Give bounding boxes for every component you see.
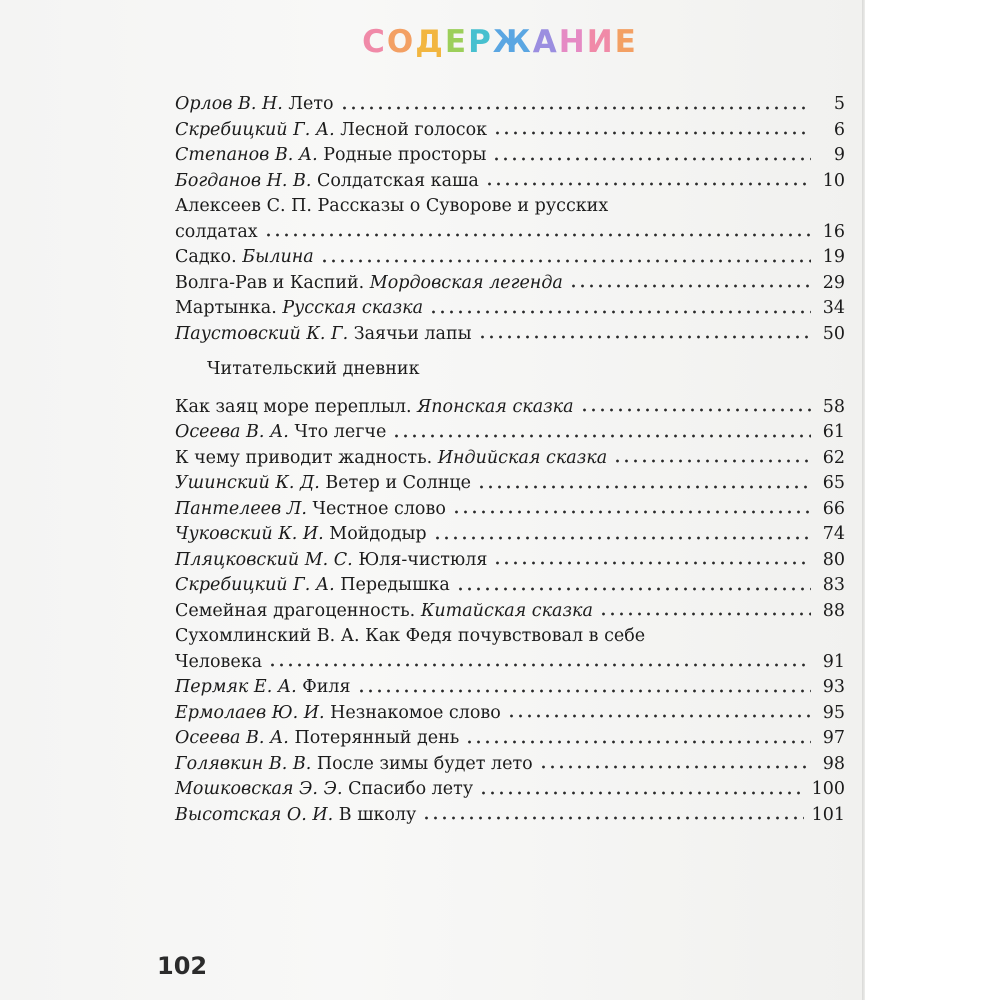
toc-page-number: 74: [822, 524, 845, 544]
dot-leader: [264, 232, 811, 238]
toc-author: Ермолаев Ю. И.: [175, 702, 325, 723]
toc-entry-text: [175, 271, 563, 297]
toc-genre: Былина: [242, 247, 314, 267]
toc-genre: Индийская сказка: [437, 447, 608, 468]
toc-entry[interactable]: [175, 777, 845, 803]
toc-entry-text: [175, 522, 427, 548]
toc-page-number: 66: [822, 498, 845, 519]
toc-entry-text: [175, 726, 459, 752]
toc-entry[interactable]: [175, 296, 845, 322]
toc-entry[interactable]: [175, 522, 845, 548]
toc-entry[interactable]: [175, 446, 845, 472]
toc-title: Передышка: [340, 575, 450, 595]
dot-leader: [456, 586, 811, 592]
toc-title: Спасибо лету: [348, 779, 474, 799]
toc-entry-text: [175, 471, 471, 497]
page-edge: [862, 0, 865, 1000]
title-letter: Ж: [492, 24, 533, 60]
dot-leader: [580, 407, 811, 413]
toc-entry-text: [175, 548, 487, 574]
toc-title: Ветер и Солнце: [325, 473, 471, 493]
toc-entry-text: [175, 322, 472, 348]
toc-page-number: 97: [822, 728, 845, 748]
toc-page-number: 95: [822, 702, 845, 723]
toc-entry-text: [175, 420, 386, 446]
toc-entry[interactable]: [175, 322, 845, 348]
dot-leader: [452, 509, 811, 515]
dot-leader: [392, 433, 811, 439]
toc-author: Орлов В. Н.: [175, 94, 283, 114]
toc-entry[interactable]: [175, 245, 845, 271]
toc-title: Филя: [302, 677, 351, 697]
toc-page-number: 9: [833, 145, 845, 165]
toc-title: Садко.: [175, 247, 237, 267]
dot-leader: [465, 739, 811, 745]
toc-author: Скребицкий Г. А.: [175, 119, 335, 140]
toc-entry-line: [175, 624, 845, 650]
toc-entry-text: [175, 169, 479, 195]
title-letter: Е: [444, 24, 469, 60]
toc-page-number: 19: [822, 247, 845, 267]
toc-genre: Русская сказка: [282, 298, 424, 318]
toc-page-number: 80: [822, 549, 845, 570]
toc-page-number: 62: [822, 447, 845, 468]
toc-title-continued: солдатах: [175, 221, 258, 242]
toc-title: Как Федя почувствовал в себе: [365, 626, 646, 646]
dot-leader: [268, 662, 811, 668]
toc-title: Рассказы о Суворове и русских: [317, 196, 609, 216]
toc-author: Мошковская Э. Э.: [175, 779, 343, 799]
toc-page-number: 65: [822, 473, 845, 493]
toc-author: Голявкин В. В.: [175, 753, 312, 774]
toc-entry[interactable]: [175, 624, 845, 675]
toc-author: Ушинский К. Д.: [175, 473, 320, 493]
toc-entry[interactable]: [175, 194, 845, 245]
toc-entry[interactable]: [175, 752, 845, 778]
page-title: [0, 24, 1000, 60]
toc-entry[interactable]: [175, 169, 845, 195]
toc-author: Сухомлинский В. А.: [175, 626, 360, 646]
toc-title: Честное слово: [312, 498, 446, 519]
dot-leader: [479, 790, 803, 796]
toc-entry-text: [175, 803, 416, 829]
dot-leader: [433, 535, 811, 541]
toc-author: Паустовский К. Г.: [175, 323, 349, 344]
title-letter: С: [362, 24, 387, 60]
toc-author: Чуковский К. И.: [175, 524, 324, 544]
dot-leader: [599, 611, 811, 617]
toc-page-number: 58: [822, 396, 845, 417]
dot-leader: [477, 484, 811, 490]
toc-author: Богданов Н. В.: [175, 170, 312, 191]
dot-leader: [478, 334, 811, 340]
toc-page-number: 29: [822, 272, 845, 293]
toc-title: Мартынка.: [175, 298, 277, 318]
dot-leader: [485, 181, 811, 187]
toc-entry[interactable]: [175, 395, 845, 421]
toc-section-1: [175, 92, 845, 347]
toc-page-number: 100: [811, 779, 845, 799]
toc-author: Скребицкий Г. А.: [175, 575, 335, 595]
toc-page-number: 83: [822, 575, 845, 595]
dot-leader: [429, 309, 811, 315]
toc-title: Родные просторы: [323, 145, 487, 165]
table-of-contents: [175, 92, 845, 828]
toc-page-number: 10: [822, 170, 845, 191]
dot-leader: [357, 688, 811, 694]
toc-page-number: 93: [822, 677, 845, 697]
section-label: Читательский дневник: [207, 359, 420, 379]
toc-entry[interactable]: [175, 803, 845, 829]
dot-leader: [340, 105, 811, 111]
toc-page-number: 101: [811, 804, 845, 825]
toc-entry-text: [175, 296, 423, 322]
toc-title: В школу: [338, 804, 417, 825]
toc-entry[interactable]: [175, 92, 845, 118]
toc-title: Что легче: [294, 422, 387, 442]
toc-entry-text: [175, 446, 607, 472]
toc-entry-text: [175, 599, 593, 625]
toc-page-number: 5: [833, 94, 845, 114]
toc-entry[interactable]: [175, 599, 845, 625]
toc-page-number: 34: [822, 298, 845, 318]
dot-leader: [493, 560, 811, 566]
toc-page-number: 88: [822, 600, 845, 621]
toc-entry-text: [175, 245, 314, 271]
toc-entry-text: [175, 118, 487, 144]
toc-entry[interactable]: [175, 548, 845, 574]
title-letter: А: [532, 24, 559, 60]
toc-entry[interactable]: [175, 573, 845, 599]
toc-section-2: [175, 395, 845, 829]
dot-leader: [539, 764, 811, 770]
toc-author: Пантелеев Л.: [175, 498, 307, 519]
toc-entry[interactable]: [175, 726, 845, 752]
toc-title: Волга-Рав и Каспий.: [175, 272, 365, 293]
toc-entry-text: [175, 92, 334, 118]
toc-title: После зимы будет лето: [316, 753, 533, 774]
toc-title: К чему приводит жадность.: [175, 447, 433, 468]
toc-entry[interactable]: [175, 497, 845, 523]
toc-page-number: 98: [822, 753, 845, 774]
toc-entry-text: [175, 497, 446, 523]
title-letter: О: [386, 24, 416, 60]
toc-entry[interactable]: [175, 701, 845, 727]
title-letter: Р: [468, 24, 493, 60]
toc-title: Солдатская каша: [316, 170, 479, 191]
toc-page-number: 91: [822, 651, 845, 672]
toc-title: Лето: [288, 94, 334, 114]
toc-title-continued: Человека: [175, 651, 263, 672]
toc-author: Пермяк Е. А.: [175, 677, 297, 697]
title-letter: И: [586, 24, 615, 60]
toc-entry-text: [175, 143, 486, 169]
toc-page-number: 61: [822, 422, 845, 442]
toc-entry-text: [175, 675, 351, 701]
toc-author: Пляцковский М. С.: [175, 549, 353, 570]
toc-entry-text: [175, 701, 501, 727]
title-letter: Е: [614, 24, 638, 60]
dot-leader: [492, 156, 811, 162]
toc-entry[interactable]: [175, 675, 845, 701]
page-number: 102: [157, 952, 208, 980]
toc-genre: Японская сказка: [417, 396, 574, 417]
toc-author: Осеева В. А.: [175, 728, 289, 748]
toc-entry-text: [175, 777, 473, 803]
toc-author: Степанов В. А.: [175, 145, 318, 165]
toc-author: Осеева В. А.: [175, 422, 289, 442]
toc-entry[interactable]: [175, 420, 845, 446]
dot-leader: [613, 458, 811, 464]
title-letter: Д: [415, 24, 445, 60]
toc-entry-text: [175, 395, 574, 421]
toc-title: Незнакомое слово: [330, 702, 501, 723]
dot-leader: [493, 130, 811, 136]
toc-title: Заячьи лапы: [353, 323, 472, 344]
toc-title: Как заяц море переплыл.: [175, 396, 412, 417]
toc-author: Высотская О. И.: [175, 804, 334, 825]
toc-entry[interactable]: [175, 118, 845, 144]
toc-page-number: 6: [833, 119, 845, 140]
dot-leader: [507, 713, 811, 719]
toc-title: Юля-чистюля: [358, 549, 488, 570]
toc-author: Алексеев С. П.: [175, 196, 312, 216]
toc-page-number: 16: [822, 221, 845, 242]
toc-genre: Мордовская легенда: [369, 272, 563, 293]
toc-entry-line: [175, 194, 845, 220]
toc-title: Мойдодыр: [329, 524, 427, 544]
toc-entry-text: [175, 573, 450, 599]
toc-entry-text: [175, 752, 533, 778]
toc-title: Семейная драгоценность.: [175, 600, 416, 621]
toc-entry[interactable]: [175, 143, 845, 169]
toc-genre: Китайская сказка: [420, 600, 593, 621]
toc-title: Лесной голосок: [340, 119, 488, 140]
dot-leader: [320, 258, 811, 264]
toc-title: Потерянный день: [294, 728, 460, 748]
toc-entry[interactable]: [175, 271, 845, 297]
toc-page-number: 50: [822, 323, 845, 344]
title-letter: Н: [558, 24, 587, 60]
toc-entry[interactable]: [175, 471, 845, 497]
dot-leader: [422, 815, 803, 821]
dot-leader: [569, 283, 811, 289]
